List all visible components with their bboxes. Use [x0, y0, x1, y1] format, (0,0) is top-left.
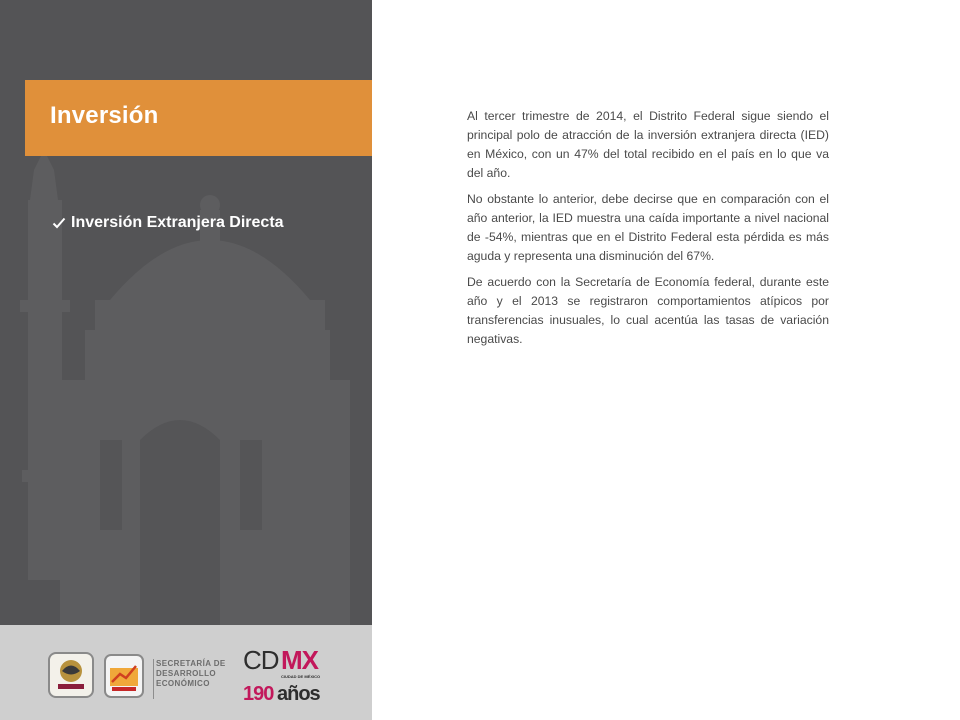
- paragraph: Al tercer trimestre de 2014, el Distrito Federal sigue siendo el principal polo de atracción de la inversión extranjera directa (IED) en México, con un 47% del total recibido en el país en lo que va del año.: [467, 109, 829, 180]
- section-subtitle: [52, 214, 284, 232]
- sedeco-logo: [104, 654, 144, 698]
- svg-text:años: años: [277, 683, 320, 705]
- paragraph: De acuerdo con la Secretaría de Economía federal, durante este año y el 2013 se registraron comportamientos atípicos por transferencias inusuales, lo cual acentúa las tasas de variación negativas.: [467, 275, 829, 346]
- page-title: Inversión: [50, 102, 159, 129]
- check-icon: [52, 216, 66, 230]
- svg-text:CD: CD: [243, 645, 279, 675]
- cdmx-seal-logo: [48, 652, 94, 698]
- secretaria-line: ECONÓMICO: [156, 679, 210, 688]
- content-text: [467, 107, 829, 356]
- cdmx-190-logo: [243, 645, 331, 705]
- title-band: [25, 80, 372, 156]
- subtitle-label: Inversión Extranjera Directa: [71, 214, 284, 231]
- secretaria-line: DESARROLLO: [156, 669, 216, 678]
- svg-text:MX: MX: [281, 645, 318, 675]
- footer-logos: [0, 625, 372, 720]
- svg-text:CIUDAD DE MÉXICO: CIUDAD DE MÉXICO: [281, 674, 321, 679]
- footer-divider: [153, 659, 154, 699]
- sidebar-panel: [0, 0, 372, 720]
- svg-text:190: 190: [243, 683, 274, 705]
- paragraph: No obstante lo anterior, debe decirse que en comparación con el año anterior, la IED muestra una caída importante a nivel nacional de -54%, mientras que en el Distrito Federal esta pérdida es más aguda y representa una disminución del 67%.: [467, 192, 829, 263]
- secretaria-text: [156, 659, 226, 689]
- secretaria-line: SECRETARÍA DE: [156, 659, 226, 668]
